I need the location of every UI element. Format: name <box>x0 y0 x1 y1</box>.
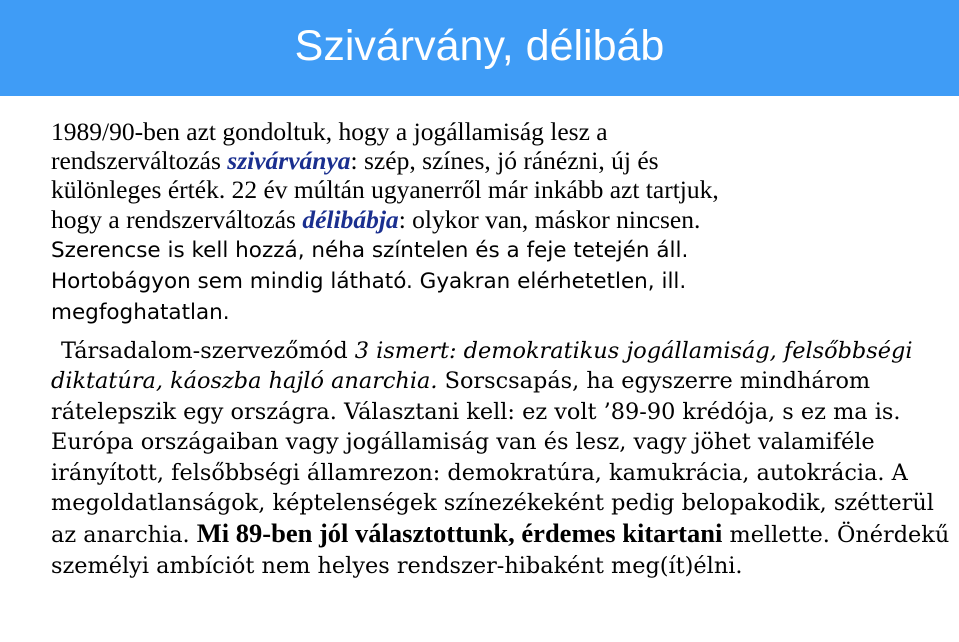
p1-line-1: 1989/90-ben azt gondoltuk, hogy a jogállamiság lesz a <box>51 117 608 146</box>
p1-line-3: különleges érték. 22 év múltán ugyanerről már inkább azt tartjuk, <box>51 175 719 205</box>
p2-body: Sorscsapás, ha egyszerre mindhárom rátelepszik egy országra. Választani kell: ez volt ’89-90 krédója, s ez ma is. Európa országaiban vagy jogállamiság van és lesz, vagy jöhet valamiféle irányított, felsőbbségi államrezon: demokratúra, kamukrácia, autokrácia. A megoldatlanságok, képtelenségek színezékeként pedig belopakodik, szétterül az anarchia. <box>51 368 934 549</box>
p1-line-5: Szerencse is kell hozzá, néha színtelen és a feje tetején áll. <box>51 237 689 263</box>
p2-closing: mellette. Önérdekű személyi ambíciót nem helyes rendszer-hibaként meg(ít)élni. <box>51 522 950 579</box>
p1-line-2-post: : szép, színes, jó ránézni, új és <box>350 146 659 176</box>
p2-bold-statement: Mi 89-ben jól választottunk, érdemes kitartani <box>196 518 723 549</box>
slide-title: Szivárvány, délibáb <box>294 22 665 70</box>
p1-line-6: Hortobágyon sem mindig látható. Gyakran elérhetetlen, ill. <box>51 269 687 295</box>
emphasis-szivarvanya: szivárványa <box>227 146 351 176</box>
p1-line-7: megfoghatatlan. <box>51 300 230 326</box>
emphasis-delibabja: délibábja <box>302 204 399 234</box>
p1-line-2-pre: rendszerváltozás <box>51 146 228 176</box>
paragraph-2 <box>51 336 951 581</box>
paragraph-1 <box>51 117 941 327</box>
p2-italic-models: 3 ismert: demokratikus jogállamiság, felsőbbségi diktatúra, káoszba hajló anarchia. <box>51 338 913 395</box>
p2-sentence-1: Társadalom-szervezőmód <box>61 338 355 364</box>
title-bar <box>0 0 959 96</box>
p1-line-4-pre: hogy a rendszerváltozás <box>51 204 303 234</box>
p1-line-4-post: : olykor van, máskor nincsen. <box>398 204 701 234</box>
